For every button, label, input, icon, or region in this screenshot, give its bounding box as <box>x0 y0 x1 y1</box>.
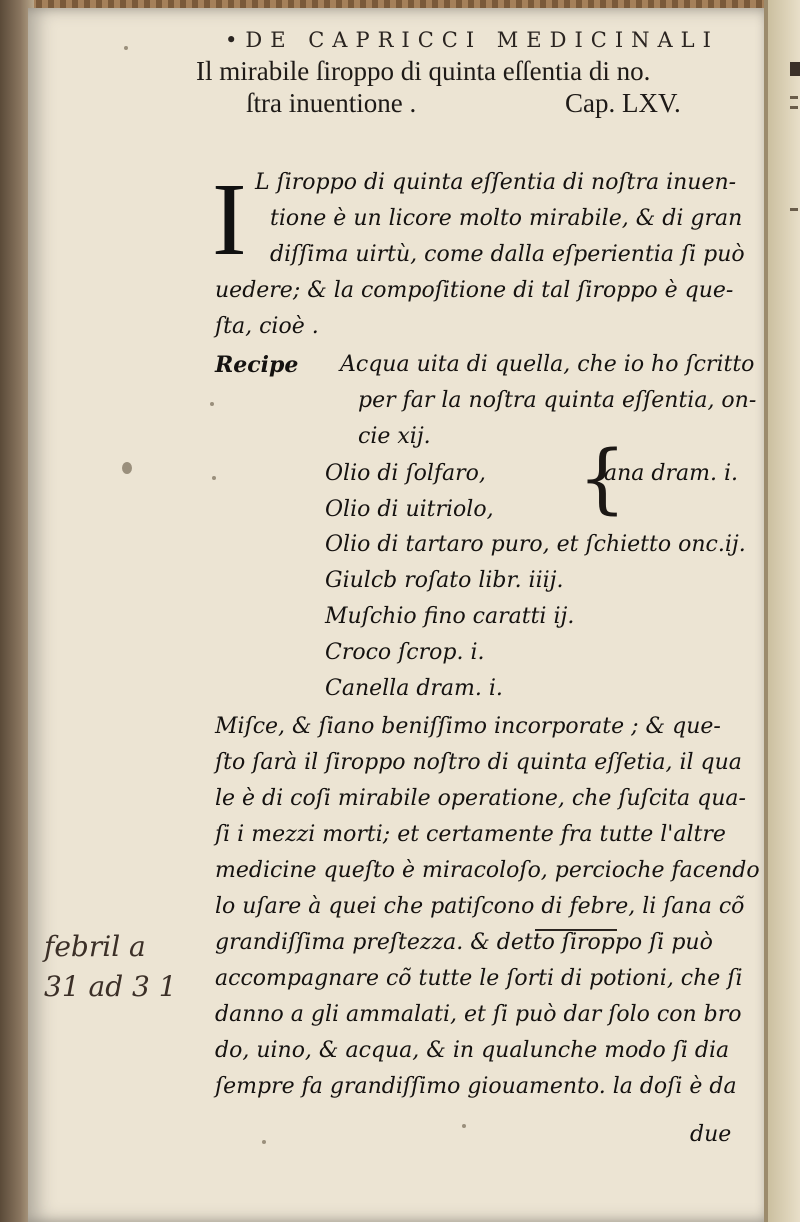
closing-line: lo uſare à quei che patiſcono di febre, li ſana cõ <box>215 894 745 919</box>
body-line: diſſima uirtù, come dalla eſperientia ſi può <box>270 242 745 267</box>
facing-page-mark <box>790 62 800 76</box>
chapter-title-line-2: ſtra inuentione . <box>246 88 417 118</box>
curly-brace-icon: { <box>578 433 627 522</box>
body-line: ſta, cioè . <box>215 314 319 339</box>
handwritten-margin-note: 31 ad 3 1 <box>44 970 177 1003</box>
ingredient-item: Olio di uitriolo, <box>325 497 494 522</box>
body-line: tione è un licore molto mirabile, & di gran <box>270 206 743 231</box>
running-head: •DE CAPRICCI MEDICINALI <box>225 28 719 52</box>
paper-speck <box>262 1140 266 1144</box>
ingredient-item: Giulcb roſato libr. iiij. <box>325 568 564 593</box>
paper-speck <box>462 1124 466 1128</box>
ingredient-item: Olio di ſolfaro, <box>325 461 486 486</box>
closing-line: grandiſſima preſtezza. & detto ſiroppo ſi può <box>215 930 713 955</box>
closing-line: do, uino, & acqua, & in qualunche modo ſi dia <box>215 1038 730 1063</box>
ingredient-item: Croco ſcrop. i. <box>325 640 485 665</box>
recipe-line: per far la noſtra quinta eſſentia, on- <box>358 388 757 413</box>
recipe-label: Recipe <box>215 352 299 378</box>
facing-page-mark <box>790 208 798 211</box>
chapter-number: Cap. LXV. <box>565 88 681 118</box>
chapter-title-line-1: Il mirabile ſiroppo di quinta eſſentia di no. <box>196 56 651 86</box>
drop-capital: I <box>212 162 247 277</box>
paper-speck <box>122 462 132 474</box>
closing-line: le è di coſi mirabile operatione, che ſuſcita qua- <box>215 786 746 811</box>
facing-page-mark <box>790 96 798 99</box>
facing-page-edge <box>768 0 800 1222</box>
ingredient-item: Canella dram. i. <box>325 676 503 701</box>
handwritten-margin-note: febril a <box>44 930 146 963</box>
closing-line: danno a gli ammalati, et ſi può dar ſolo con bro <box>215 1002 742 1027</box>
ingredient-item: Olio di tartaro puro, et ſchietto onc.ij. <box>325 532 746 557</box>
catchword: due <box>690 1122 732 1147</box>
closing-line: Miſce, & ſiano beniſſimo incorporate ; & que- <box>215 714 721 739</box>
paper-speck <box>210 402 214 406</box>
closing-line: medicine queſto è miracoloſo, percioche facendo <box>215 858 760 883</box>
brace-label: ana dram. i. <box>604 461 738 486</box>
body-line: uedere; & la compoſitione di tal ſiroppo è que- <box>215 278 734 303</box>
ingredient-item: Muſchio fino caratti ij. <box>325 604 575 629</box>
paper-speck <box>212 476 216 480</box>
body-line: L ſiroppo di quinta eſſentia di noſtra inuen- <box>255 170 737 195</box>
closing-line: ſi i mezzi morti; et certamente fra tutte l'altre <box>215 822 726 847</box>
recipe-line: cie xij. <box>358 424 431 449</box>
facing-page-mark <box>790 106 798 109</box>
paper-speck <box>124 46 128 50</box>
closing-line: ſempre fa grandiſſimo giouamento. la doſi è da <box>215 1074 737 1099</box>
closing-line: ſto ſarà il ſiroppo noſtro di quinta eſſetia, il qua <box>215 750 742 775</box>
closing-line: accompagnare cõ tutte le ſorti di potioni, che ſi <box>215 966 743 991</box>
recipe-line: Acqua uita di quella, che io ho ſcritto <box>340 352 755 377</box>
